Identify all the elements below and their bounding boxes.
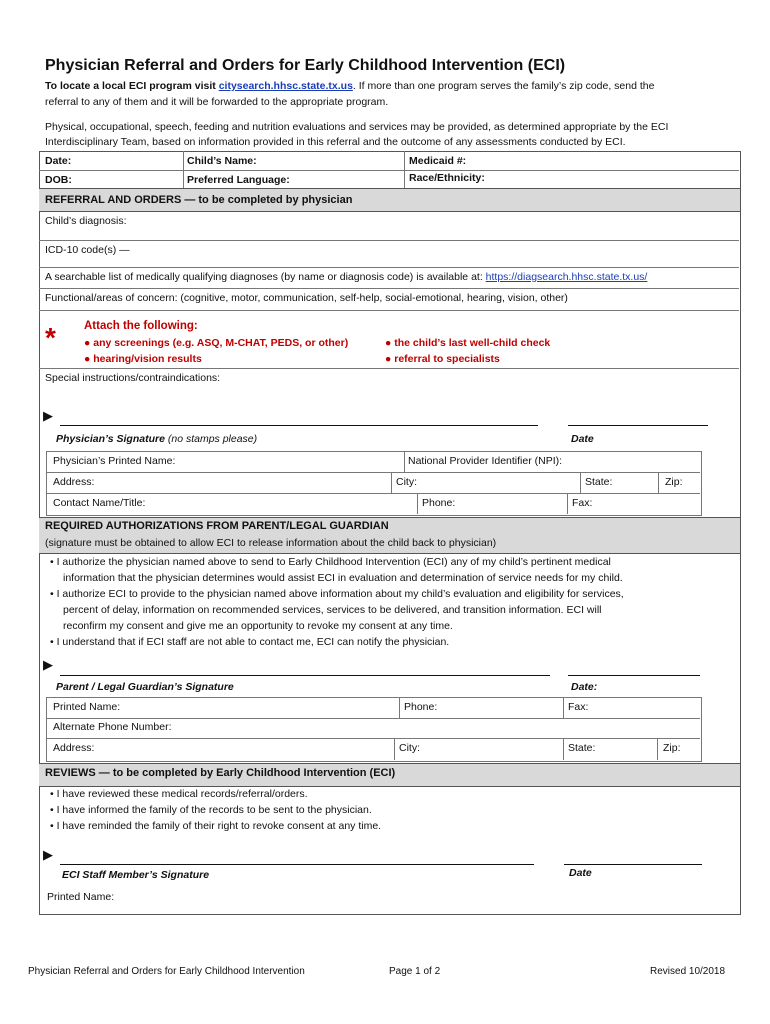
preferred-language-field[interactable]: Preferred Language: <box>187 174 290 186</box>
guardian-address-field[interactable]: Address: <box>53 742 95 754</box>
review-bullet-1: • I have reviewed these medical records/referral/orders. <box>50 788 308 800</box>
signature-arrow-icon: ▶ <box>43 847 53 862</box>
citysearch-link[interactable]: citysearch.hhsc.state.tx.us <box>218 80 353 92</box>
guardian-signature-label: Parent / Legal Guardian’s Signature <box>56 681 234 693</box>
guardian-city-field[interactable]: City: <box>399 742 420 754</box>
physician-date-label: Date <box>571 433 594 445</box>
guardian-date-line[interactable] <box>568 675 700 676</box>
icd10-field[interactable]: ICD-10 code(s) — <box>45 244 130 256</box>
physician-state-field[interactable]: State: <box>585 476 613 488</box>
searchable-list-text <box>45 271 647 283</box>
locate-suffix: . If more than one program serves the family’s zip code, send the <box>352 80 655 92</box>
locate-line <box>45 80 654 92</box>
signature-arrow-icon: ▶ <box>43 408 53 423</box>
medicaid-field[interactable]: Medicaid #: <box>409 155 467 167</box>
authorization-subheader: (signature must be obtained to allow ECI to release information about the child back to physician) <box>45 537 497 549</box>
childs-diagnosis-field[interactable]: Child’s diagnosis: <box>45 215 127 227</box>
staff-date-label: Date <box>569 867 592 879</box>
guardian-printed-name-field[interactable]: Printed Name: <box>53 701 121 713</box>
attach-well-child: ● the child’s last well-child check <box>385 337 551 349</box>
alternate-phone-field[interactable]: Alternate Phone Number: <box>53 721 172 733</box>
staff-signature-label: ECI Staff Member’s Signature <box>62 869 210 881</box>
guardian-state-field[interactable]: State: <box>568 742 596 754</box>
searchable-prefix: A searchable list of medically qualifying diagnoses (by name or diagnosis code) is available at: <box>45 271 486 283</box>
guardian-zip-field[interactable]: Zip: <box>663 742 681 754</box>
staff-date-line[interactable] <box>564 864 702 865</box>
date-field[interactable]: Date: <box>45 155 72 167</box>
physician-phone-field[interactable]: Phone: <box>422 497 456 509</box>
eval-line-2: Interdisciplinary Team, based on information provided in this referral and the outcome of any assessments conducted by ECI. <box>45 136 626 148</box>
reviews-header: REVIEWS — to be completed by Early Childhood Intervention (ECI) <box>45 767 396 779</box>
attach-star-icon: * <box>45 322 56 353</box>
physician-sig-text: Physician’s Signature <box>56 433 165 445</box>
attach-specialists: ● referral to specialists <box>385 353 500 365</box>
physician-fax-field[interactable]: Fax: <box>572 497 593 509</box>
attach-hearing-vision: ● hearing/vision results <box>84 353 202 365</box>
guardian-fax-field[interactable]: Fax: <box>568 701 589 713</box>
authorization-header: REQUIRED AUTHORIZATIONS FROM PARENT/LEGAL GUARDIAN <box>45 520 389 532</box>
auth-bullet-3: • I understand that if ECI staff are not able to contact me, ECI can notify the physician. <box>50 636 450 648</box>
auth-bullet-1-line-2: information that the physician determines would assist ECI in evaluation and determination of service needs for my child. <box>63 572 623 584</box>
locate-prefix: To locate a local ECI program visit <box>45 80 219 92</box>
physician-signature-line[interactable] <box>60 425 538 426</box>
physician-printed-name-field[interactable]: Physician’s Printed Name: <box>53 455 176 467</box>
physician-zip-field[interactable]: Zip: <box>665 476 683 488</box>
guardian-phone-field[interactable]: Phone: <box>404 701 438 713</box>
physician-city-field[interactable]: City: <box>396 476 417 488</box>
staff-signature-line[interactable] <box>60 864 534 865</box>
childs-name-field[interactable]: Child’s Name: <box>187 155 257 167</box>
physician-signature-label <box>56 433 257 445</box>
race-ethnicity-field[interactable]: Race/Ethnicity: <box>409 172 485 184</box>
review-bullet-2: • I have informed the family of the records to be sent to the physician. <box>50 804 372 816</box>
physician-date-line[interactable] <box>568 425 708 426</box>
footer-title: Physician Referral and Orders for Early Childhood Intervention <box>28 966 305 977</box>
special-instructions-field[interactable]: Special instructions/contraindications: <box>45 372 221 384</box>
attach-title: Attach the following: <box>84 320 198 332</box>
eval-line-1: Physical, occupational, speech, feeding and nutrition evaluations and services may be provided, as determined appropriate by the ECI <box>45 121 669 133</box>
guardian-date-label: Date: <box>571 681 598 693</box>
auth-bullet-1-line-1: • I authorize the physician named above to send to Early Childhood Intervention (ECI) any of my child’s pertinent medical <box>50 556 611 568</box>
npi-field[interactable]: National Provider Identifier (NPI): <box>408 455 563 467</box>
guardian-signature-line[interactable] <box>60 675 550 676</box>
auth-bullet-2-line-2: percent of delay, information on recommended services, services to be delivered, and transition information. ECI will <box>63 604 602 616</box>
dob-field[interactable]: DOB: <box>45 174 72 186</box>
page-title: Physician Referral and Orders for Early Childhood Intervention (ECI) <box>45 57 566 74</box>
no-stamps-text: (no stamps please) <box>164 433 258 445</box>
referral-header: REFERRAL AND ORDERS — to be completed by physician <box>45 194 353 206</box>
functional-concerns-field[interactable]: Functional/areas of concern: (cognitive, motor, communication, self-help, social-emotional, hearing, vision, other) <box>45 292 568 304</box>
review-bullet-3: • I have reminded the family of their right to revoke consent at any time. <box>50 820 382 832</box>
staff-printed-name-field[interactable]: Printed Name: <box>47 891 115 903</box>
locate-line-2: referral to any of them and it will be forwarded to the appropriate program. <box>45 96 389 108</box>
physician-details-box <box>46 451 702 516</box>
physician-address-field[interactable]: Address: <box>53 476 95 488</box>
revision-date: Revised 10/2018 <box>650 966 726 977</box>
signature-arrow-icon: ▶ <box>43 657 53 672</box>
contact-name-field[interactable]: Contact Name/Title: <box>53 497 146 509</box>
attach-screenings: ● any screenings (e.g. ASQ, M-CHAT, PEDS, or other) <box>84 337 349 349</box>
auth-bullet-2-line-3: reconfirm my consent and give me an opportunity to revoke my consent at any time. <box>63 620 453 632</box>
diagsearch-link[interactable]: https://diagsearch.hhsc.state.tx.us/ <box>485 271 648 283</box>
page-number: Page 1 of 2 <box>389 966 441 977</box>
auth-bullet-2-line-1: • I authorize ECI to provide to the physician named above information about my child’s evaluation and eligibility for services, <box>50 588 624 600</box>
